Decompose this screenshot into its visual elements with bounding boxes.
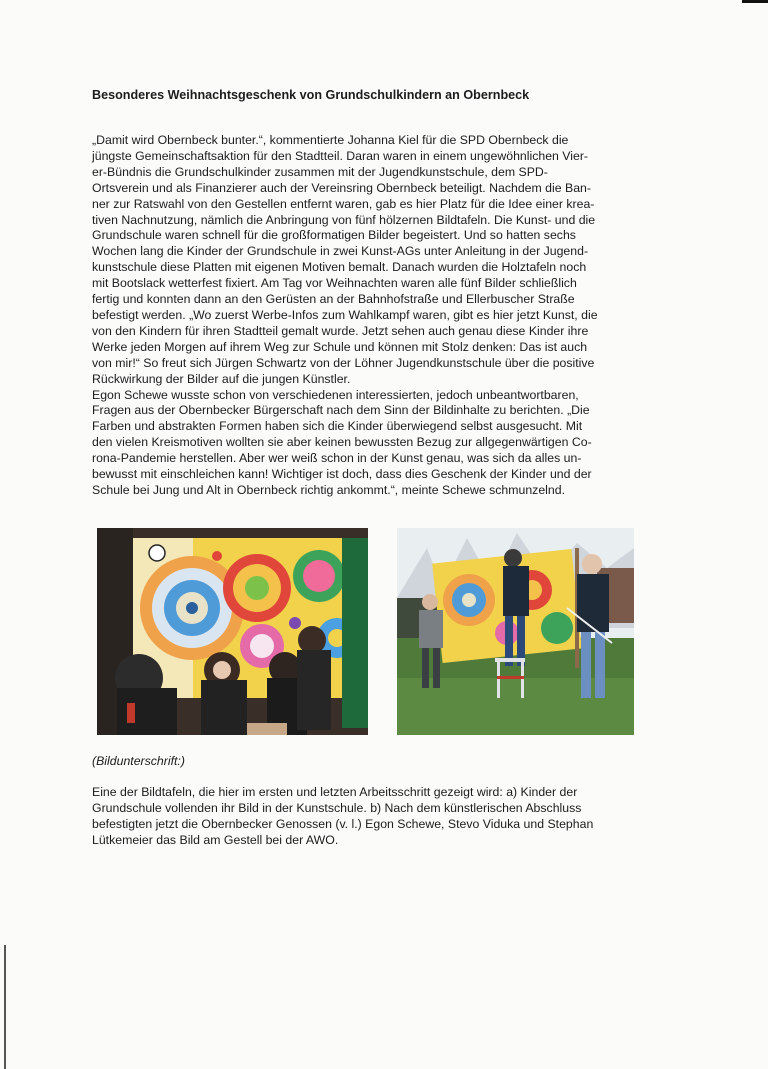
body-line: kunstschule diese Platten mit eigenen Motiven bemalt. Danach wurden die Holztafeln noch — [92, 260, 587, 275]
body-line: rona-Pandemie herstellen. Aber wer weiß schon in der Kunst genau, was sich da alles un- — [92, 451, 582, 466]
caption-line: befestigten jetzt die Obernbecker Genossen (v. l.) Egon Schewe, Stevo Viduka und Stephan — [92, 816, 594, 831]
page-corner-mark — [742, 0, 768, 3]
body-line: Ortsverein und als Finanzierer auch der Vereinsring Obernbeck beteiligt. Nachdem die Ban- — [92, 180, 591, 195]
body-line: befestigt werden. „Wo zuerst Werbe-Infos zum Wahlkampf waren, gibt es hier jetzt Kunst, die — [92, 307, 598, 322]
caption-line: Lütkemeier das Bild am Gestell bei der AWO. — [92, 832, 339, 847]
photo-mounting-panel-illustration — [397, 528, 634, 735]
body-line: tiven Nachnutzung, nämlich die Anbringung von fünf hölzernen Bildtafeln. Die Kunst- und die — [92, 212, 596, 227]
caption-line: Grundschule vollenden ihr Bild in der Kunstschule. b) Nach dem künstlerischen Abschluss — [92, 800, 582, 815]
body-line: mit Bootslack wetterfest fixiert. Am Tag vor Weihnachten waren alle fünf Bilder schließlich — [92, 276, 577, 291]
body-line: jüngste Gemeinschaftsaktion für den Stadtteil. Daran waren in einem ungewöhnlichen Vier- — [92, 148, 589, 163]
caption-line: Eine der Bildtafeln, die hier im ersten und letzten Arbeitsschritt gezeigt wird: a) Kinder der — [92, 785, 578, 799]
body-line: Farben und abstrakten Formen haben sich die Kinder überwiegend selbst ausgesucht. Mit — [92, 419, 583, 434]
body-line: von den Kindern für ihren Stadtteil gemalt wurde. Jetzt sehen auch genau diese Kinder ihre — [92, 323, 589, 338]
body-line: den vielen Kreismotiven wollten sie aber keinen bewussten Bezug zur allgegenwärtigen Co- — [92, 435, 592, 450]
body-line: von mir!“ So freut sich Jürgen Schwartz von der Löhner Jugendkunstschule über die positive — [92, 355, 595, 370]
photo-mounting-panel — [397, 528, 634, 735]
body-line: bewusst mit einschleichen kann! Wichtiger ist doch, dass dies Geschenk der Kinder und der — [92, 467, 592, 482]
body-line: Egon Schewe wusste schon von verschiedenen interessierten, jedoch unbeantwortbaren, — [92, 387, 579, 402]
photo-children-painting-illustration — [97, 528, 368, 735]
body-line: Grundschule waren schnell für die großformatigen Bilder begeistert. Und so hatten sechs — [92, 228, 576, 243]
body-line: ner zur Ratswahl von den Gestellen entfernt waren, gab es hier Platz für die Idee einer krea- — [92, 196, 595, 211]
photo-caption — [92, 785, 652, 849]
body-line: Werke jeden Morgen auf ihrem Weg zur Schule und können mit Stolz denken: Das ist auch — [92, 339, 588, 354]
body-line: er-Bündnis die Grundschulkinder zusammen mit der Jugendkunstschule, dem SPD- — [92, 164, 548, 179]
article-headline: Besonderes Weihnachtsgeschenk von Grundschulkindern an Obernbeck — [92, 88, 530, 102]
body-line: „Damit wird Obernbeck bunter.“, kommentierte Johanna Kiel für die SPD Obernbeck die — [92, 133, 569, 147]
body-line: Rückwirkung der Bilder auf die jungen Künstler. — [92, 371, 351, 386]
photo-children-painting — [97, 528, 368, 735]
body-line: fertig und konnten dann an den Gerüsten an der Bahnhofstraße und Ellerbuscher Straße — [92, 292, 575, 307]
scan-edge-line — [4, 945, 6, 1069]
body-line: Fragen aus der Obernbecker Bürgerschaft nach dem Sinn der Bildinhalte zu berichten. „Die — [92, 403, 590, 418]
body-line: Schule bei Jung und Alt in Obernbeck richtig ankommt.“, meinte Schewe schmunzelnd. — [92, 482, 565, 497]
body-line: Wochen lang die Kinder der Grundschule in zwei Kunst-AGs unter Anleitung in der Jugend- — [92, 244, 589, 259]
article-body — [92, 133, 652, 499]
caption-label: (Bildunterschrift:) — [92, 754, 185, 768]
